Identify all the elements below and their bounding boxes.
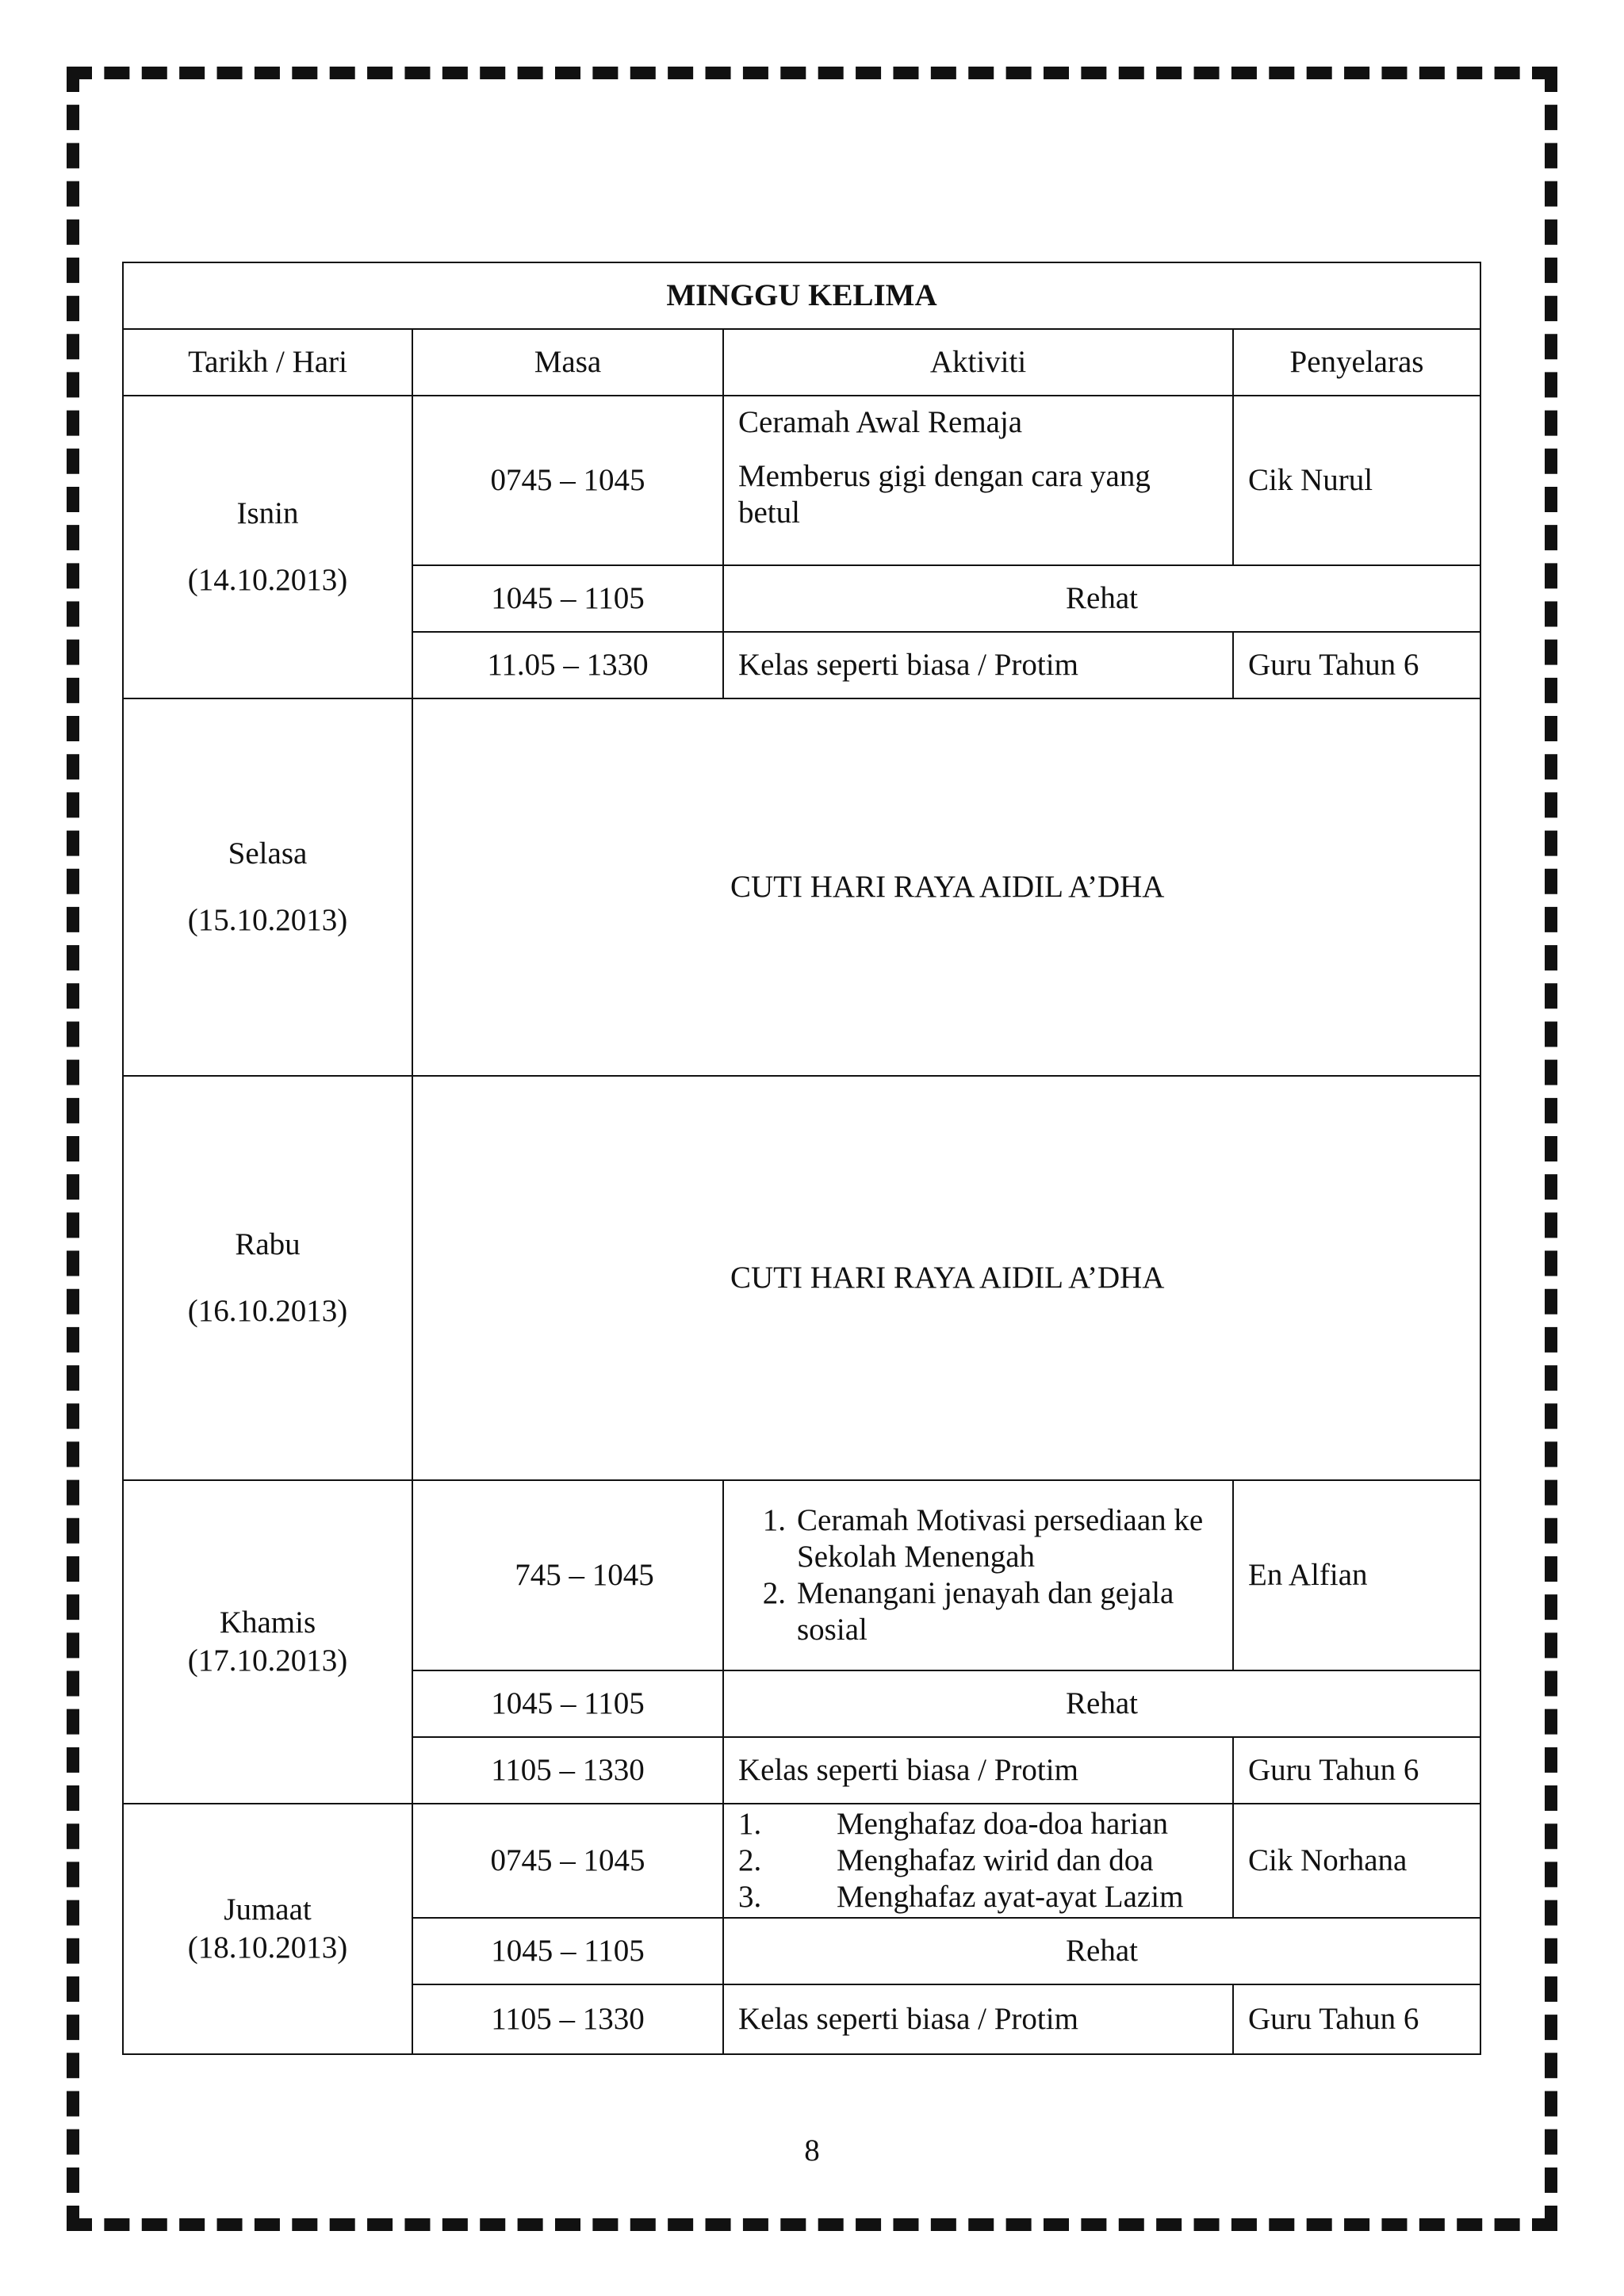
time-cell: 745 – 1045: [412, 1480, 723, 1670]
day-name: Isnin: [236, 496, 299, 530]
schedule-table: [122, 262, 1481, 2055]
time-cell: 0745 – 1045: [412, 1804, 723, 1918]
table-row: [123, 1480, 1480, 1670]
list-number: 2.: [738, 1843, 762, 1878]
activity-cell: [723, 1480, 1233, 1670]
break-cell: Rehat: [723, 1670, 1480, 1737]
list-number: 3.: [738, 1880, 762, 1915]
day-cell-rabu: [123, 1076, 412, 1480]
header-row: [123, 329, 1480, 396]
break-cell: Rehat: [723, 1918, 1480, 1984]
list-number: 2.: [762, 1576, 786, 1610]
table-row: [123, 396, 1480, 565]
activity-cell: [723, 1804, 1233, 1918]
holiday-cell: CUTI HARI RAYA AIDIL A’DHA: [412, 1076, 1480, 1480]
list-item: [732, 1502, 1218, 1575]
day-cell-jumaat: [123, 1804, 412, 2054]
day-name: Rabu: [235, 1226, 301, 1261]
activity-cell: Kelas seperti biasa / Protim: [723, 632, 1233, 698]
coordinator-cell: Guru Tahun 6: [1233, 1984, 1480, 2054]
list-text: Menghafaz wirid dan doa: [837, 1843, 1154, 1878]
header-date-day: Tarikh / Hari: [123, 329, 412, 396]
day-name: Khamis: [219, 1605, 316, 1640]
coordinator-cell: Cik Norhana: [1233, 1804, 1480, 1918]
day-name: Selasa: [228, 836, 308, 871]
list-item: [738, 1843, 1218, 1879]
day-cell-selasa: [123, 698, 412, 1076]
day-date: (16.10.2013): [187, 1294, 348, 1328]
coordinator-cell: Cik Nurul: [1233, 396, 1480, 565]
time-cell: 1045 – 1105: [412, 1918, 723, 1984]
activity-cell: Kelas seperti biasa / Protim: [723, 1984, 1233, 2054]
time-cell: 1105 – 1330: [412, 1737, 723, 1804]
header-time: Masa: [412, 329, 723, 396]
day-date: (14.10.2013): [187, 563, 348, 597]
break-cell: Rehat: [723, 565, 1480, 632]
coordinator-cell: Guru Tahun 6: [1233, 1737, 1480, 1804]
table-row: [123, 1804, 1480, 1918]
list-text: Menghafaz ayat-ayat Lazim: [837, 1880, 1184, 1915]
time-cell: 0745 – 1045: [412, 396, 723, 565]
list-item: [738, 1806, 1218, 1843]
list-text: Menghafaz doa-doa harian: [837, 1807, 1168, 1841]
header-activity: Aktiviti: [723, 329, 1233, 396]
day-cell-khamis: [123, 1480, 412, 1804]
holiday-cell: CUTI HARI RAYA AIDIL A’DHA: [412, 698, 1480, 1076]
activity-line: Memberus gigi dengan cara yang betul: [738, 459, 1151, 530]
activity-cell: Kelas seperti biasa / Protim: [723, 1737, 1233, 1804]
day-name: Jumaat: [224, 1892, 312, 1927]
day-date: (18.10.2013): [187, 1931, 348, 1965]
activity-line: Ceramah Awal Remaja: [738, 405, 1023, 439]
list-number: 1.: [762, 1502, 786, 1537]
activity-list: [738, 1806, 1218, 1915]
header-coordinator: Penyelaras: [1233, 329, 1480, 396]
list-item: [732, 1575, 1218, 1648]
table-row: [123, 698, 1480, 1076]
page-number: 8: [804, 2133, 820, 2168]
table-title: MINGGU KELIMA: [123, 262, 1480, 329]
coordinator-cell: Guru Tahun 6: [1233, 632, 1480, 698]
list-text: Ceramah Motivasi persediaan ke Sekolah Menengah: [797, 1502, 1204, 1574]
time-cell: 11.05 – 1330: [412, 632, 723, 698]
list-text: Menangani jenayah dan gejala sosial: [797, 1576, 1174, 1647]
list-item: [738, 1879, 1218, 1915]
time-cell: 1105 – 1330: [412, 1984, 723, 2054]
time-cell: 1045 – 1105: [412, 1670, 723, 1737]
activity-list: [732, 1502, 1218, 1648]
day-date: (17.10.2013): [187, 1644, 348, 1678]
activity-cell: [723, 396, 1233, 565]
table-row: [123, 1076, 1480, 1480]
list-number: 1.: [738, 1807, 762, 1841]
day-date: (15.10.2013): [187, 903, 348, 937]
time-cell: 1045 – 1105: [412, 565, 723, 632]
coordinator-cell: En Alfian: [1233, 1480, 1480, 1670]
day-cell-isnin: [123, 396, 412, 698]
